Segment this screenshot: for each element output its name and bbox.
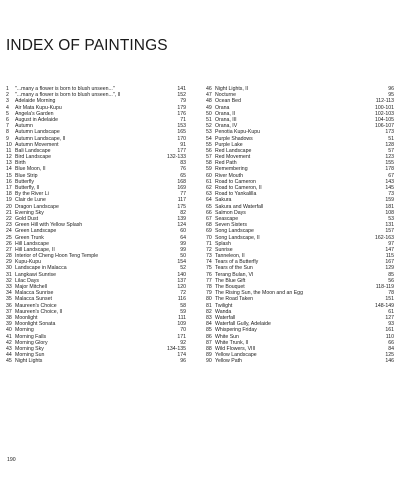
entry-number: 80 [206, 296, 212, 303]
painting-title: Seven Sisters [215, 222, 248, 229]
painting-title: Clair de Lune [15, 197, 46, 204]
entry-number: 53 [206, 129, 212, 136]
page-reference: 64 [180, 234, 186, 241]
entry-number: 29 [6, 259, 12, 266]
painting-title: Morning Glory [15, 339, 48, 346]
entry-number: 49 [206, 104, 212, 111]
page-reference: 56 [388, 277, 394, 284]
painting-title: Waterfall [215, 314, 236, 321]
page-reference: 52 [180, 265, 186, 272]
page-reference: 128 [385, 141, 394, 148]
entry-number: 10 [6, 141, 12, 148]
entry-number: 64 [206, 197, 212, 204]
entry-number: 54 [206, 135, 212, 142]
painting-title: Twilight [215, 302, 233, 309]
painting-title: Autumn [15, 123, 33, 130]
painting-title: The Blue Gift [215, 277, 246, 284]
painting-title: Autumn Landscape, II [15, 135, 66, 142]
page-reference: 51 [388, 135, 394, 142]
painting-title: Green Trunk [15, 234, 44, 241]
painting-title: Road to Cameron [215, 178, 256, 185]
entry-number: 20 [6, 203, 12, 210]
page-reference: 141 [177, 86, 186, 92]
entry-number: 21 [6, 209, 12, 216]
entry-number: 8 [6, 129, 9, 136]
entry-number: 84 [206, 321, 212, 328]
painting-title: Evening Sky [15, 209, 44, 216]
entry-number: 75 [206, 265, 212, 272]
page-reference: 104-105 [374, 116, 394, 123]
entry-number: 32 [6, 277, 12, 284]
page-reference: 168 [177, 178, 186, 185]
entry-number: 72 [206, 246, 212, 253]
painting-title: Yellow Landscape [215, 352, 257, 359]
entry-number: 90 [206, 358, 212, 365]
entry-number: 86 [206, 333, 212, 340]
entry-number: 52 [206, 123, 212, 130]
painting-title: Orana [215, 104, 230, 111]
page-reference: 99 [180, 240, 186, 247]
page-reference: 73 [388, 191, 394, 198]
entry-number: 36 [6, 302, 12, 309]
page-reference: 61 [388, 308, 394, 315]
page-reference: 67 [388, 172, 394, 179]
painting-title: Gold Dust [15, 215, 39, 222]
entry-number: 42 [6, 339, 12, 346]
entry-number: 34 [6, 290, 12, 297]
page-reference: 131 [385, 222, 394, 229]
painting-title: Malacca Sunrise [15, 290, 54, 297]
entry-number: 71 [206, 240, 212, 247]
page-reference: 95 [388, 92, 394, 99]
painting-title: Sakura [215, 197, 232, 204]
painting-title: Whispering Friday [215, 327, 257, 334]
page-reference: 59 [180, 308, 186, 315]
painting-title: Maureen's Choice [15, 302, 57, 309]
entry-number: 82 [206, 308, 212, 315]
page-reference: 173 [385, 129, 394, 136]
painting-title: Major Mitchell [15, 284, 47, 290]
page-reference: 96 [388, 86, 394, 92]
entry-number: 5 [6, 110, 9, 117]
painting-title: Hill Landscape [15, 240, 50, 247]
page-reference: 153 [177, 123, 186, 130]
page-reference: 152 [177, 92, 186, 99]
page-reference: 84 [388, 345, 394, 352]
painting-title: Road to Yankalilla [215, 191, 257, 198]
entry-number: 70 [206, 234, 212, 241]
painting-title: Kupu-Kupu [15, 259, 41, 266]
entry-number: 43 [6, 345, 12, 352]
entry-number: 18 [6, 191, 12, 198]
entry-number: 3 [6, 98, 9, 105]
page-reference: 151 [385, 296, 394, 303]
page-reference: 143 [385, 178, 394, 185]
painting-title: Night Lights [15, 358, 43, 365]
page-reference: 148-149 [374, 302, 394, 309]
entry-number: 7 [6, 123, 9, 130]
entry-number: 55 [206, 141, 212, 148]
page-reference: 167 [385, 259, 394, 266]
page-reference: 174 [177, 352, 186, 359]
page-reference: 176 [177, 110, 186, 117]
entry-number: 23 [6, 222, 12, 229]
painting-title: Salmon Days [215, 209, 246, 216]
page-reference: 171 [177, 333, 186, 340]
page-reference: 111 [178, 314, 186, 321]
painting-title: Waterfall Gully, Adelaide [215, 321, 271, 328]
entry-number: 76 [206, 271, 212, 278]
entry-number: 65 [206, 203, 212, 210]
page-reference: 155 [385, 160, 394, 167]
page-reference: 170 [177, 135, 186, 142]
painting-title: Penotia Kupu-Kupu [215, 129, 260, 136]
entry-number: 37 [6, 308, 12, 315]
entry-number: 50 [206, 110, 212, 117]
painting-title: Butterfly, II [15, 185, 40, 191]
painting-title: Malacca Sunset [15, 296, 52, 303]
painting-title: Interior of Cheng Hoon Teng Temple [15, 253, 99, 260]
page-reference: 181 [385, 203, 394, 210]
page-reference: 124 [177, 222, 186, 229]
painting-title: The Bouquet [215, 284, 245, 290]
page-reference: 66 [388, 339, 394, 346]
page-reference: 83 [180, 160, 186, 167]
painting-title: Nocturne [215, 92, 237, 99]
painting-title: Wanda [215, 308, 232, 315]
entry-number: 33 [6, 284, 12, 290]
page-reference: 53 [388, 215, 394, 222]
painting-title: The Road Taken [215, 296, 253, 303]
entry-number: 89 [206, 352, 212, 359]
index-column-left [6, 86, 186, 364]
entry-number: 58 [206, 160, 212, 167]
page-reference: 79 [180, 98, 186, 105]
page-number: 190 [7, 457, 16, 463]
page-reference: 72 [180, 290, 186, 297]
page-reference: 165 [177, 129, 186, 136]
painting-title: Sakura and Waterfall [215, 203, 264, 210]
page-reference: 58 [180, 302, 186, 309]
page-reference: 120 [177, 284, 186, 290]
painting-title: Bali Landscape [15, 147, 51, 154]
entry-number: 62 [206, 185, 212, 191]
index-entry [206, 358, 396, 364]
entry-number: 66 [206, 209, 212, 216]
entry-number: 2 [6, 92, 9, 99]
painting-title: Blue Moon, II [15, 166, 46, 173]
entry-number: 41 [6, 333, 12, 340]
page-reference: 108 [385, 209, 394, 216]
painting-title: Autumn Movement [15, 141, 59, 148]
page-reference: 112-113 [375, 98, 394, 105]
painting-title: Tears of a Butterfly [215, 259, 259, 266]
entry-number: 4 [6, 104, 9, 111]
entry-number: 63 [206, 191, 212, 198]
painting-title: Birth [15, 160, 26, 167]
painting-title: Angela's Garden [15, 110, 54, 117]
painting-title: Terang Bulan, VI [215, 271, 254, 278]
page-reference: 109 [177, 321, 186, 328]
entry-number: 44 [6, 352, 12, 359]
entry-number: 40 [6, 327, 12, 334]
page-reference: 70 [180, 327, 186, 334]
entry-number: 30 [6, 265, 12, 272]
entry-number: 12 [6, 154, 12, 161]
index-entry [6, 358, 186, 364]
page-reference: 169 [177, 185, 186, 191]
page-reference: 91 [180, 141, 186, 148]
entry-number: 56 [206, 147, 212, 154]
painting-title: Red Landscape [215, 147, 252, 154]
painting-title: Orana, II [215, 110, 236, 117]
page-reference: 57 [388, 147, 394, 154]
painting-title: Song Landscape, II [215, 234, 260, 241]
page-title: INDEX OF PAINTINGS [6, 37, 168, 54]
page-reference: 97 [388, 240, 394, 247]
page-reference: 102-103 [374, 110, 394, 117]
entry-number: 73 [206, 253, 212, 260]
entry-number: 67 [206, 215, 212, 222]
painting-title: Lilac Days [15, 277, 39, 284]
entry-number: 61 [206, 178, 212, 185]
page-reference: 129 [385, 265, 394, 272]
page-reference: 178 [385, 166, 394, 173]
entry-number: 47 [206, 92, 212, 99]
page-reference: 77 [180, 191, 186, 198]
entry-number: 13 [6, 160, 12, 167]
painting-title: Yellow Path [215, 358, 242, 365]
page-reference: 76 [180, 166, 186, 173]
entry-number: 57 [206, 154, 212, 161]
painting-title: Adelaide Morning [15, 98, 56, 105]
painting-title: Song Landscape [215, 228, 254, 235]
entry-number: 77 [206, 277, 212, 284]
painting-title: Blue Strip [15, 172, 38, 179]
entry-number: 78 [206, 284, 212, 290]
painting-title: Orana, IV [215, 123, 238, 130]
entry-number: 68 [206, 222, 212, 229]
entry-number: 6 [6, 116, 9, 123]
page-reference: 100-101 [374, 104, 394, 111]
painting-title: By the River Li [15, 191, 49, 198]
painting-title: "...many a flower is born to blush unseen...", II [15, 92, 121, 99]
entry-number: 22 [6, 215, 12, 222]
page-reference: 50 [180, 253, 186, 260]
entry-number: 38 [6, 314, 12, 321]
page-reference: 123 [385, 154, 394, 161]
page-reference: 82 [180, 209, 186, 216]
painting-title: Remembering [215, 166, 248, 173]
painting-title: Wild Flowers, VIII [215, 345, 256, 352]
painting-title: Autumn Landscape [15, 129, 60, 136]
page-reference: 92 [180, 339, 186, 346]
entry-number: 19 [6, 197, 12, 204]
painting-title: Red Movement [215, 154, 251, 161]
entry-number: 28 [6, 253, 12, 260]
page-reference: 110 [385, 333, 394, 340]
entry-number: 83 [206, 314, 212, 321]
painting-title: Moonlight [15, 314, 38, 321]
entry-number: 16 [6, 178, 12, 185]
page-reference: 132-133 [166, 154, 186, 161]
painting-title: Orana, III [215, 116, 237, 123]
entry-number: 14 [6, 166, 12, 173]
entry-number: 88 [206, 345, 212, 352]
painting-title: "...many a flower is born to blush unseen..." [15, 86, 115, 92]
entry-number: 1 [6, 86, 9, 92]
painting-title: Ocean Bed [215, 98, 241, 105]
page-reference: 137 [177, 277, 186, 284]
painting-title: Moonlight Sonata [15, 321, 56, 328]
painting-title: The Rising Sun, the Moon and an Egg [215, 290, 303, 297]
painting-title: Night Lights, II [215, 86, 249, 92]
entry-number: 9 [6, 135, 9, 142]
painting-title: Red Path [215, 160, 237, 167]
page-reference: 65 [180, 172, 186, 179]
entry-number: 69 [206, 228, 212, 235]
entry-number: 24 [6, 228, 12, 235]
page-reference: 162-163 [374, 234, 394, 241]
entry-number: 48 [206, 98, 212, 105]
entry-number: 35 [6, 296, 12, 303]
painting-title: Splash [215, 240, 231, 247]
painting-title: Road to Cameron, II [215, 185, 262, 191]
entry-number: 45 [6, 358, 12, 365]
page-reference: 157 [385, 228, 394, 235]
page-reference: 175 [177, 203, 186, 210]
painting-title: Sunrise [215, 246, 233, 253]
painting-title: Tears of the Sun [215, 265, 253, 272]
page-reference: 159 [385, 197, 394, 204]
painting-title: Air Mata Kupu-Kupu [15, 104, 62, 111]
page-reference: 139 [177, 215, 186, 222]
painting-title: Bird Landscape [15, 154, 52, 161]
painting-title: Green Hill with Yellow Splash [15, 222, 83, 229]
page-reference: 117 [177, 197, 186, 204]
entry-number: 51 [206, 116, 212, 123]
entry-number: 74 [206, 259, 212, 266]
index-column-right [206, 86, 396, 364]
painting-title: August in Adelaide [15, 116, 58, 123]
painting-title: Purple Lake [215, 141, 243, 148]
entry-number: 85 [206, 327, 212, 334]
entry-number: 81 [206, 302, 212, 309]
painting-title: Tanneleon, II [215, 253, 245, 260]
page-reference: 71 [180, 116, 186, 123]
page-reference: 146 [385, 358, 394, 365]
page-reference: 78 [388, 290, 394, 297]
painting-title: Dragon Landscape [15, 203, 59, 210]
painting-title: Hill Landscape, II [15, 246, 55, 253]
page-reference: 60 [180, 228, 186, 235]
page-reference: 118-119 [375, 284, 394, 290]
page-reference: 161 [385, 327, 394, 334]
entry-number: 39 [6, 321, 12, 328]
page-reference: 154 [177, 259, 186, 266]
painting-title: Green Landscape [15, 228, 57, 235]
entry-number: 11 [6, 147, 12, 154]
page-reference: 115 [385, 253, 394, 260]
entry-number: 79 [206, 290, 212, 297]
entry-number: 15 [6, 172, 12, 179]
painting-title: Landscape in Malacca [15, 265, 67, 272]
painting-title: Purple Shadows [215, 135, 253, 142]
page-reference: 140 [177, 271, 186, 278]
page-reference: 179 [177, 104, 186, 111]
entry-number: 31 [6, 271, 12, 278]
painting-title: Seascape [215, 215, 239, 222]
page-reference: 147 [385, 246, 394, 253]
entry-number: 60 [206, 172, 212, 179]
entry-number: 59 [206, 166, 212, 173]
painting-title: Langkawi Sunrise [15, 271, 56, 278]
painting-title: White Trunk, II [215, 339, 249, 346]
page-reference: 93 [388, 321, 394, 328]
painting-title: River Mouth [215, 172, 243, 179]
painting-title: Morning Sky [15, 345, 44, 352]
painting-title: Morning Falls [15, 333, 47, 340]
painting-title: Butterfly [15, 178, 35, 185]
page-reference: 125 [385, 352, 394, 359]
entry-number: 27 [6, 246, 12, 253]
entry-number: 26 [6, 240, 12, 247]
page-reference: 85 [388, 271, 394, 278]
painting-title: Maureen's Choice, II [15, 308, 63, 315]
painting-title: White Sun [215, 333, 239, 340]
page-reference: 134-135 [166, 345, 186, 352]
page-reference: 96 [180, 358, 186, 365]
painting-title: Morning Sun [15, 352, 45, 359]
page-reference: 127 [385, 314, 394, 321]
entry-number: 46 [206, 86, 212, 92]
page-reference: 145 [385, 185, 394, 191]
entry-number: 17 [6, 185, 12, 191]
entry-number: 87 [206, 339, 212, 346]
page-reference: 116 [177, 296, 186, 303]
page-reference: 99 [180, 246, 186, 253]
painting-title: Morning [15, 327, 34, 334]
entry-number: 25 [6, 234, 12, 241]
page-reference: 106-107 [374, 123, 394, 130]
page-reference: 177 [177, 147, 186, 154]
